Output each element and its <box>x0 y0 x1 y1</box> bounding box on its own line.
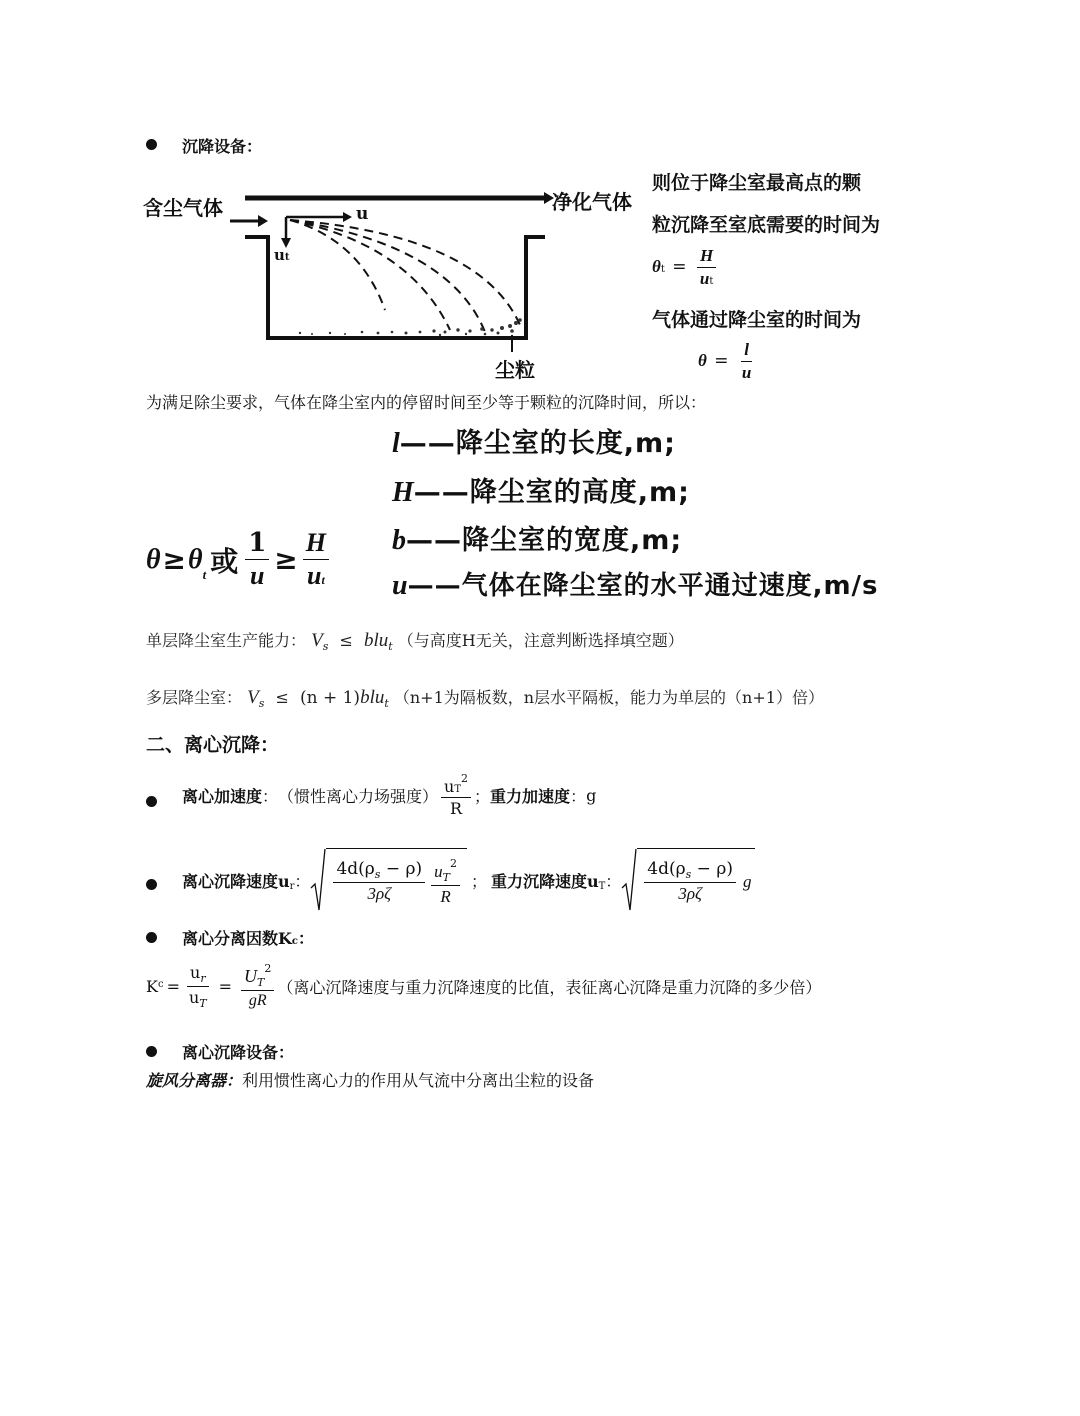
bullet <box>146 139 157 150</box>
dust-deposit <box>299 318 522 336</box>
centrifugal-equipment-heading: 离心沉降设备： <box>182 1043 295 1062</box>
definition-H: H——降尘室的高度,m; <box>392 477 690 508</box>
inlet-label: 含尘气体 <box>143 196 223 220</box>
bullet <box>146 932 157 943</box>
section-heading-centrifugal: 二、离心沉降： <box>146 734 280 756</box>
inlet-arrowhead <box>258 215 268 227</box>
sqrt-gravity: $\frac{4d(\rho_s - \rho)}{3\rho\zeta}$ g <box>621 848 755 912</box>
bullet <box>146 879 157 890</box>
side-text-line2: 粒沉降至室底需要的时间为 <box>652 214 881 236</box>
condition-formula: θ ≥ θ t 或 $\frac{1}{u}$ ≥ $\frac{H}{ut}$ <box>146 528 332 591</box>
definition-l: l——降尘室的长度,m; <box>392 428 676 459</box>
cyclone-description: 旋风分离器：利用惯性离心力的作用从气流中分离出尘粒的设备 <box>146 1071 595 1090</box>
velocity-ut-label: ut <box>274 246 290 264</box>
bullet <box>146 1046 157 1057</box>
separation-factor-heading: 离心分离因数Kc： <box>182 929 315 948</box>
definition-b: b——降尘室的宽度,m; <box>392 525 683 556</box>
formula-settling-time: θt = $\frac{H}{ut}$ <box>652 246 719 289</box>
side-text-line3: 气体通过降尘室的时间为 <box>652 309 862 331</box>
trajectory-2 <box>290 220 450 330</box>
bullet <box>146 796 157 807</box>
section-heading-settling-equipment: 沉降设备： <box>182 137 263 156</box>
sqrt-centrifugal: $\frac{4d(\rho_s - \rho)}{3\rho\zeta}$ $\frac{u_T^2}{R}$ <box>310 848 467 912</box>
separation-factor-formula: K c = $\frac{u_r}{u_T}$ = $\frac{U_T^2}{gR}$ （离心沉降速度与重力沉降速度的比值，表征离心沉降是重力沉降的多少倍） <box>146 962 822 1010</box>
formula-residence-time: θ = $\frac{l}{u}$ <box>698 340 752 382</box>
centrifugal-settling-velocity: 离心沉降速度u r ： $\frac{4d(\rho_s - \rho)}{3\rho\zeta}$ $\frac{u_T^2}{R}$ ； 重力沉降速度u T ： $\frac{4d(\rho_s - \rho)}{3\rho\zeta}$ g <box>182 848 755 912</box>
dust-label: 尘粒 <box>495 358 535 382</box>
velocity-u-label: u <box>356 204 369 224</box>
side-text-line1: 则位于降尘室最高点的颗 <box>652 172 862 194</box>
settling-chamber-diagram <box>140 160 650 385</box>
single-layer-capacity: 单层降尘室生产能力： $V_s \le blu_t$ （与高度H无关，注意判断选择填空题） <box>146 630 684 653</box>
u-arrowhead <box>343 212 352 222</box>
centrifugal-acceleration: 离心加速度 ： （惯性离心力场强度） $\frac{uT^2}{R}$ ； 重力加速度 ： g <box>182 772 597 818</box>
multi-layer-capacity: 多层降尘室： $V_s \le (n + 1)blu_t$ （n+1为隔板数，n层水平隔板，能力为单层的（n+1）倍） <box>146 687 824 710</box>
trajectory-3 <box>290 220 485 332</box>
definition-u: u——气体在降尘室的水平通过速度,m/s <box>392 570 879 601</box>
requirement-text: 为满足除尘要求，气体在降尘室内的停留时间至少等于颗粒的沉降时间，所以： <box>146 393 707 412</box>
outlet-label: 净化气体 <box>552 190 632 214</box>
